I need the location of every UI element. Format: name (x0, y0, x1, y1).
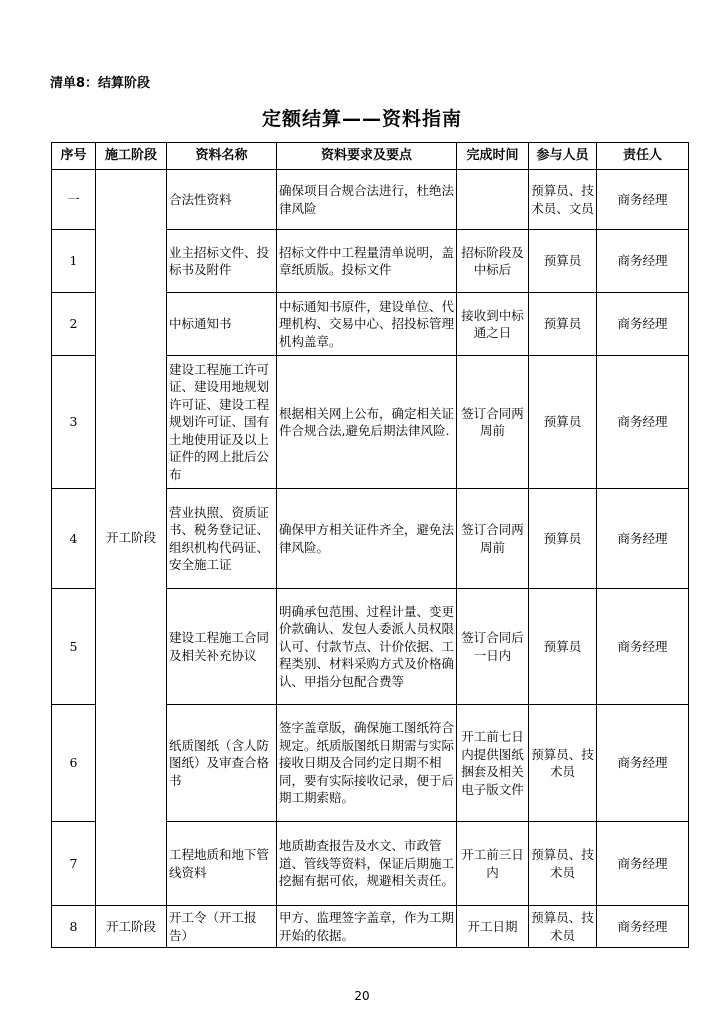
header-requirements: 资料要求及要点 (277, 143, 457, 170)
row-owner: 商务经理 (597, 356, 689, 489)
row-time (457, 170, 529, 230)
row-name: 营业执照、资质证书、税务登记证、组织机构代码证、安全施工证 (167, 489, 277, 589)
row-no: 1 (52, 230, 96, 293)
header-stage: 施工阶段 (96, 143, 167, 170)
row-requirements: 根据相关网上公布，确定相关证件合规合法,避免后期法律风险. (277, 356, 457, 489)
header-owner: 责任人 (597, 143, 689, 170)
row-no: 一 (52, 170, 96, 230)
row-name: 建设工程施工合同及相关补充协议 (167, 589, 277, 705)
row-name: 合法性资料 (167, 170, 277, 230)
row-participants: 预算员 (529, 230, 597, 293)
row-owner: 商务经理 (597, 170, 689, 230)
header-time: 完成时间 (457, 143, 529, 170)
document-title: 定额结算——资料指南 (261, 108, 462, 130)
row-owner: 商务经理 (597, 230, 689, 293)
header-no: 序号 (52, 143, 96, 170)
row-name: 纸质图纸（含人防图纸）及审查合格书 (167, 705, 277, 822)
row-time: 招标阶段及中标后 (457, 230, 529, 293)
row-no: 8 (52, 906, 96, 948)
table-row (52, 170, 689, 230)
row-time: 开工日期 (457, 906, 529, 948)
row-requirements: 中标通知书原件，建设单位、代理机构、交易中心、招投标管理机构盖章。 (277, 293, 457, 356)
row-name: 业主招标文件、投标书及附件 (167, 230, 277, 293)
row-owner: 商务经理 (597, 705, 689, 822)
row-requirements: 地质勘查报告及水文、市政管道、管线等资料，保证后期施工挖掘有据可依，规避相关责任。 (277, 822, 457, 906)
row-no: 4 (52, 489, 96, 589)
row-name: 工程地质和地下管线资料 (167, 822, 277, 906)
row-requirements: 明确承包范围、过程计量、变更价款确认、发包人委派人员权限认可、付款节点、计价依据、工程类别、材料采购方式及价格确认、甲指分包配合费等 (277, 589, 457, 705)
header-participants: 参与人员 (529, 143, 597, 170)
table-row (52, 906, 689, 948)
guide-table (51, 142, 689, 948)
row-time: 签订合同后一日内 (457, 589, 529, 705)
stage-cell: 开工阶段 (96, 170, 167, 906)
row-participants: 预算员 (529, 589, 597, 705)
row-name: 建设工程施工许可证、建设用地规划许可证、建设工程规划许可证、国有土地使用证及以上证件的网上批后公布 (167, 356, 277, 489)
row-participants: 预算员 (529, 356, 597, 489)
row-owner: 商务经理 (597, 589, 689, 705)
row-time: 签订合同两周前 (457, 356, 529, 489)
table-header-row (52, 143, 689, 170)
row-time: 开工前七日内提供图纸捆套及相关电子版文件 (457, 705, 529, 822)
section-label: 清单8：结算阶段 (50, 76, 151, 91)
row-requirements: 确保项目合规合法进行，杜绝法律风险 (277, 170, 457, 230)
row-participants: 预算员 (529, 293, 597, 356)
row-time: 开工前三日内 (457, 822, 529, 906)
row-stage: 开工阶段 (96, 906, 167, 948)
row-requirements: 甲方、监理签字盖章，作为工期开始的依据。 (277, 906, 457, 948)
row-owner: 商务经理 (597, 822, 689, 906)
row-time: 接收到中标通之日 (457, 293, 529, 356)
row-participants: 预算员、技术员 (529, 906, 597, 948)
row-time: 签订合同两周前 (457, 489, 529, 589)
row-participants: 预算员、技术员、文员 (529, 170, 597, 230)
row-name: 开工令（开工报告） (167, 906, 277, 948)
row-no: 2 (52, 293, 96, 356)
row-participants: 预算员、技术员 (529, 822, 597, 906)
row-owner: 商务经理 (597, 293, 689, 356)
row-no: 7 (52, 822, 96, 906)
row-no: 5 (52, 589, 96, 705)
row-requirements: 确保甲方相关证件齐全，避免法律风险。 (277, 489, 457, 589)
row-participants: 预算员、技术员 (529, 705, 597, 822)
row-owner: 商务经理 (597, 489, 689, 589)
header-name: 资料名称 (167, 143, 277, 170)
row-no: 6 (52, 705, 96, 822)
page-number: 20 (354, 989, 370, 1003)
row-requirements: 招标文件中工程量清单说明，盖章纸质版。投标文件 (277, 230, 457, 293)
row-participants: 预算员 (529, 489, 597, 589)
row-requirements: 签字盖章版，确保施工图纸符合规定。纸质版图纸日期需与实际接收日期及合同约定日期不相同，要有实际接收记录，便于后期工期索赔。 (277, 705, 457, 822)
row-no: 3 (52, 356, 96, 489)
row-owner: 商务经理 (597, 906, 689, 948)
row-name: 中标通知书 (167, 293, 277, 356)
